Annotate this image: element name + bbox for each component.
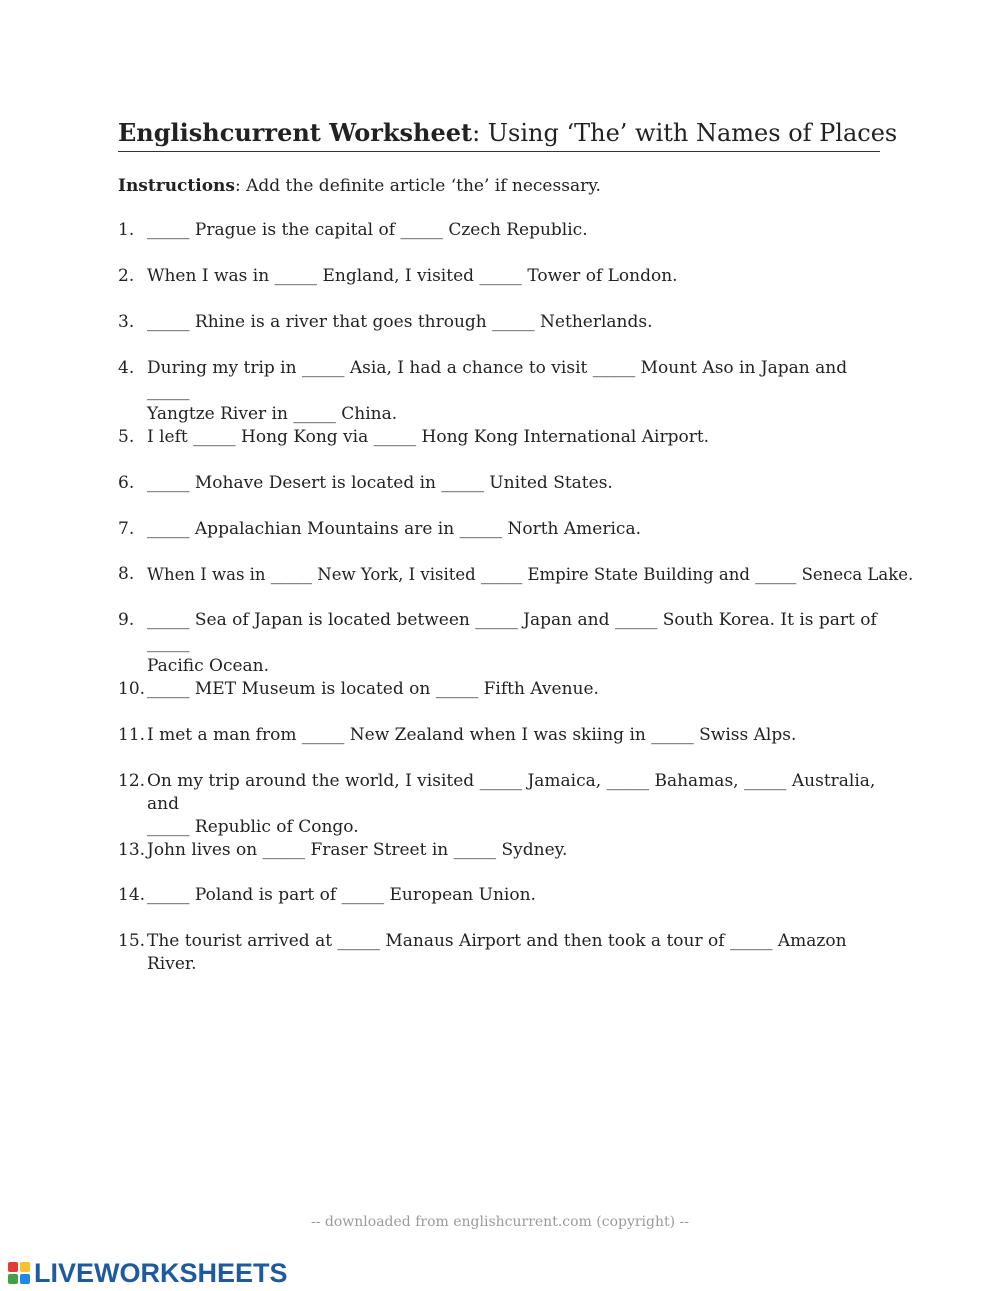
- instructions: [118, 174, 601, 198]
- question-text: When I was in _____ England, I visited _____ Tower of London.: [147, 266, 678, 286]
- copyright-footer: -- downloaded from englishcurrent.com (copyright) --: [310, 1214, 690, 1230]
- question-number: 13.: [118, 840, 146, 860]
- worksheet-title: [118, 117, 898, 152]
- liveworksheets-brand[interactable]: [8, 1258, 288, 1288]
- question-number: 12.: [118, 771, 146, 791]
- question-number: 14.: [118, 885, 146, 905]
- brand-name: LIVEWORKSHEETS: [34, 1257, 288, 1288]
- instructions-text: : Add the definite article ‘the’ if necessary.: [234, 176, 601, 196]
- question-number: 1.: [118, 220, 135, 240]
- question-text: During my trip in _____ Asia, I had a chance to visit _____ Mount Aso in Japan and _____ Yangtze River in _____ China.: [147, 358, 848, 424]
- question-number: 3.: [118, 312, 135, 332]
- logo-square: [20, 1262, 30, 1272]
- question-text: On my trip around the world, I visited _____ Jamaica, _____ Bahamas, _____ Australia, and _____ Republic of Congo.: [147, 771, 876, 837]
- question-text: I left _____ Hong Kong via _____ Hong Kong International Airport.: [147, 427, 710, 447]
- question-number: 11.: [118, 725, 146, 745]
- question-text: _____ Mohave Desert is located in _____ United States.: [147, 473, 613, 493]
- question-text: I met a man from _____ New Zealand when I was skiing in _____ Swiss Alps.: [147, 725, 797, 745]
- question-number: 8.: [118, 564, 135, 584]
- question-text: _____ Sea of Japan is located between _____ Japan and _____ South Korea. It is part of _____ Pacific Ocean.: [147, 610, 877, 676]
- liveworksheets-logo-icon: [8, 1262, 30, 1284]
- title-rest: : Using ‘The’ with Names of Places: [472, 119, 898, 147]
- question-text: When I was in _____ New York, I visited _____ Empire State Building and _____ Seneca Lake.: [147, 565, 914, 584]
- question-number: 2.: [118, 266, 135, 286]
- question-text: John lives on _____ Fraser Street in _____ Sydney.: [147, 840, 568, 860]
- question-number: 6.: [118, 473, 135, 493]
- question-number: 7.: [118, 519, 135, 539]
- question-number: 9.: [118, 610, 135, 630]
- logo-square: [8, 1262, 18, 1272]
- question-text: _____ Appalachian Mountains are in _____ North America.: [147, 519, 641, 539]
- question-text: _____ Prague is the capital of _____ Czech Republic.: [147, 220, 588, 240]
- question-number: 15.: [118, 931, 146, 951]
- question-number: 4.: [118, 358, 135, 378]
- question-text: _____ Poland is part of _____ European Union.: [147, 885, 536, 905]
- question-number: 10.: [118, 679, 146, 699]
- question-text: _____ MET Museum is located on _____ Fifth Avenue.: [147, 679, 599, 699]
- question-number: 5.: [118, 427, 135, 447]
- question-text: _____ Rhine is a river that goes through _____ Netherlands.: [147, 312, 653, 332]
- question-text: The tourist arrived at _____ Manaus Airport and then took a tour of _____ Amazon River.: [147, 931, 847, 974]
- logo-square: [20, 1274, 30, 1284]
- instructions-label: Instructions: [118, 176, 235, 196]
- title-bold: Englishcurrent Worksheet: [118, 118, 473, 147]
- logo-square: [8, 1274, 18, 1284]
